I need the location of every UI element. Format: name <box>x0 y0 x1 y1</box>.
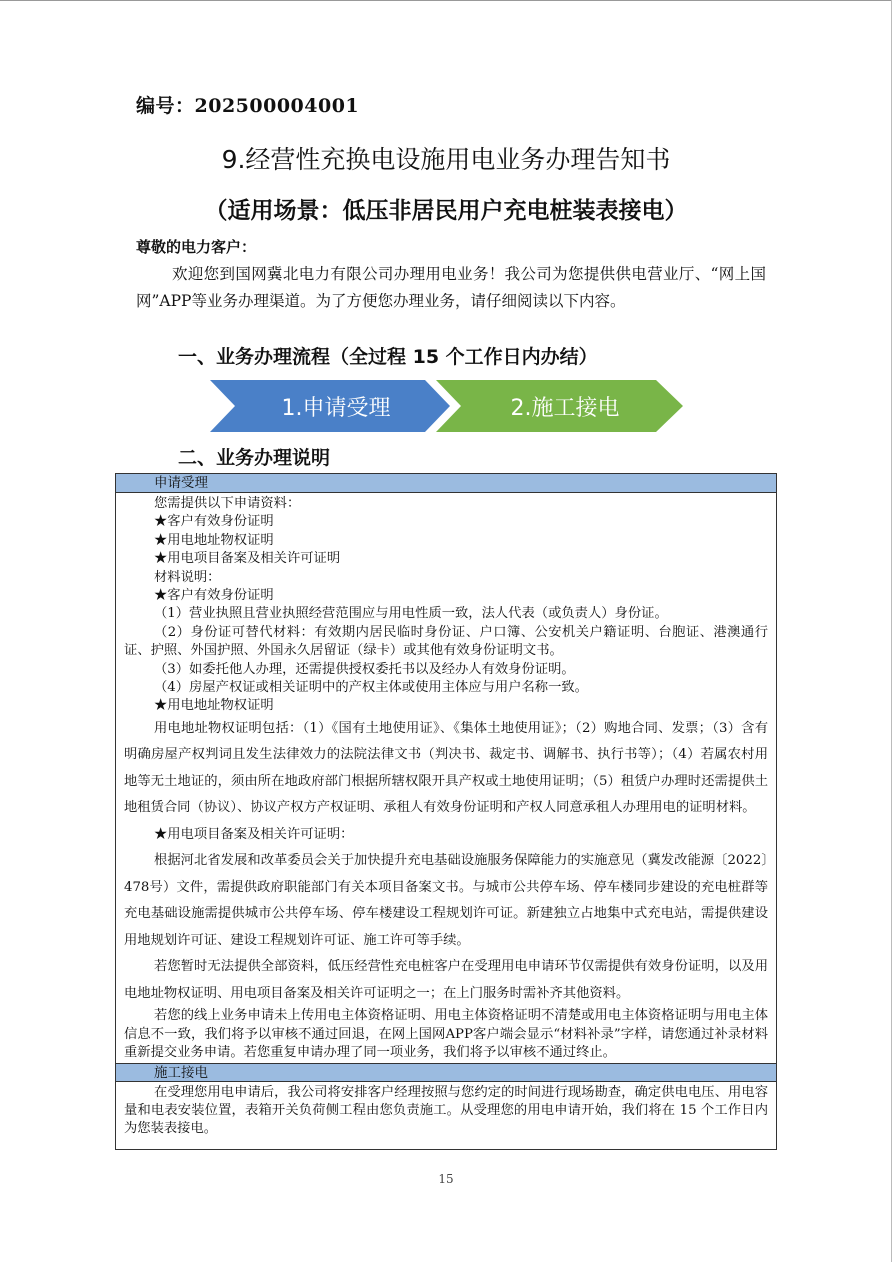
document-serial-number: 编号：202500004001 <box>136 95 360 117</box>
online-audit-note: 若您的线上业务申请未上传用电主体资格证明、用电主体资格证明不清楚或用电主体资格证明与用电主体信息不一致，我们将予以审核不通过回退，在网上国网APP客户端会显示“材料补录”字样，请您通过补录材料重新提交业务申请。若您重复申请办理了同一项业务，我们将予以审核不通过终止。 <box>124 1008 768 1061</box>
flow-step-1-label: 1.申请受理 <box>281 396 391 421</box>
property-title: ★用电地址物权证明 <box>154 698 274 714</box>
id-item: （1）营业执照且营业执照经营范围应与用电性质一致，法人代表（或负责人）身份证。 <box>154 606 668 622</box>
connect-header-row: 施工接电 <box>116 1063 776 1082</box>
id-item: （4）房屋产权证或相关证明中的产权主体或使用主体应与用户名称一致。 <box>154 680 588 696</box>
intro-paragraph: 欢迎您到国网冀北电力有限公司办理用电业务！我公司为您提供供电营业厅、“网上国网”APP等业务办理渠道。为了方便您办理业务，请仔细阅读以下内容。 <box>136 265 766 310</box>
partial-materials-note: 若您暂时无法提供全部资料，低压经营性充电桩客户在受理用电申请环节仅需提供有效身份证明，以及用电地址物权证明、用电项目备案及相关许可证明之一；在上门服务时需补齐其他资料。 <box>124 959 768 1001</box>
apply-content <box>116 493 776 1063</box>
apply-line: ★客户有效身份证明 <box>154 514 274 530</box>
connect-content <box>116 1082 776 1139</box>
instructions-table <box>115 473 777 1150</box>
project-title: ★用电项目备案及相关许可证明： <box>154 826 354 842</box>
process-flow-diagram <box>210 380 685 432</box>
id-item: （3）如委托他人办理，还需提供授权委托书以及经办人有效身份证明。 <box>154 661 575 677</box>
apply-header-row: 申请受理 <box>116 474 776 493</box>
project-text: 根据河北省发展和改革委员会关于加快提升充电基础设施服务保障能力的实施意见（冀发改能源〔2022〕478号）文件，需提供政府职能部门有关本项目备案文书。与城市公共停车场、停车楼同步建设的充电桩群等充电基础设施需提供城市公共停车场、停车楼建设工程规划许可证。新建独立占地集中式充电站，需提供建设用地规划许可证、建设工程规划许可证、施工许可等手续。 <box>124 853 768 948</box>
document-subtitle: （适用场景：低压非居民用户充电桩装表接电） <box>204 198 688 224</box>
apply-line: ★用电地址物权证明 <box>154 532 274 548</box>
document-title: 9.经营性充换电设施用电业务办理告知书 <box>221 145 671 174</box>
section-heading-process: 一、业务办理流程（全过程 15 个工作日内办结） <box>178 346 598 368</box>
connect-text: 在受理您用电申请后，我公司将安排客户经理按照与您约定的时间进行现场勘查，确定供电电压、用电容量和电表安装位置，表箱开关负荷侧工程由您负责施工。从受理您的用电申请开始，我们将在 15 个工作日内为您装表接电。 <box>124 1084 768 1137</box>
id-item: （2）身份证可替代材料：有效期内居民临时身份证、户口簿、公安机关户籍证明、台胞证、港澳通行证、护照、外国护照、外国永久居留证（绿卡）或其他有效身份证明文书。 <box>124 624 768 659</box>
flow-step-2-label: 2.施工接电 <box>510 396 620 421</box>
apply-line: ★客户有效身份证明 <box>154 588 274 604</box>
page-top-border <box>0 0 892 1</box>
page-number: 15 <box>438 1172 454 1186</box>
section-heading-instructions: 二、业务办理说明 <box>178 447 331 469</box>
apply-line: 材料说明： <box>154 569 221 585</box>
apply-line: 您需提供以下申请资料： <box>154 496 301 511</box>
greeting: 尊敬的电力客户： <box>136 238 257 256</box>
apply-line: ★用电项目备案及相关许可证明 <box>154 551 341 567</box>
property-text: 用电地址物权证明包括：（1）《国有土地使用证》、《集体土地使用证》；（2）购地合同、发票；（3）含有明确房屋产权判词且发生法律效力的法院法律文书（判决书、裁定书、调解书、执行书等）；（4）若属农村用地等无土地证的，须由所在地政府部门根据所辖权限开具产权或土地使用证明；（5）租赁户办理时还需提供土地租赁合同（协议）、协议产权方产权证明、承租人有效身份证明和产权人同意承租人办理用电的证明材料。 <box>124 720 768 816</box>
